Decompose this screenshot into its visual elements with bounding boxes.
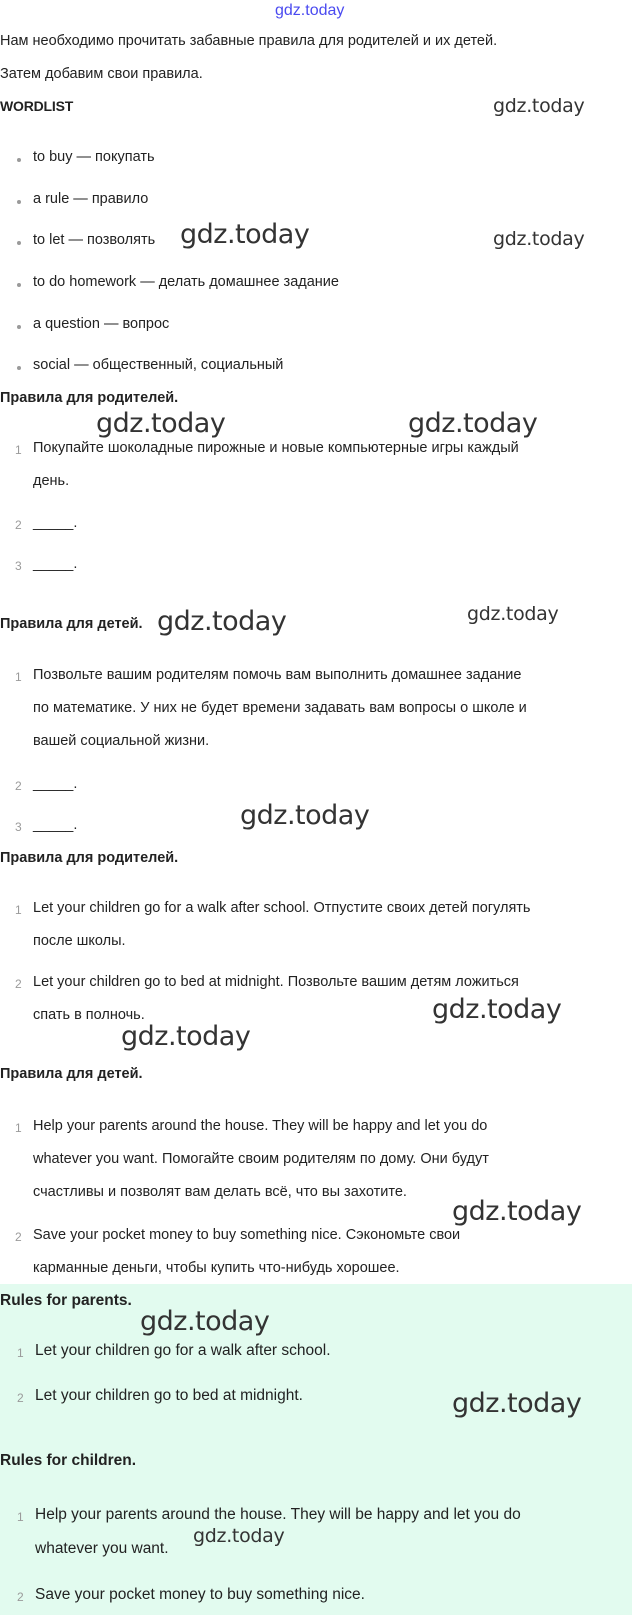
list-item: Save your pocket money to buy something nice. Сэкономьте свои	[33, 1227, 461, 1243]
list-item: _____.	[33, 776, 78, 792]
list-item: Let your children go to bed at midnight.	[35, 1387, 303, 1404]
bullet-icon	[17, 158, 21, 162]
bullet-icon	[17, 200, 21, 204]
list-item-cont: вашей социальной жизни.	[33, 733, 210, 749]
list-item: Let your children go for a walk after school.	[35, 1342, 331, 1359]
watermark: gdz.today	[432, 994, 562, 1025]
bullet-icon	[17, 366, 21, 370]
section-heading-children-mixed: Правила для детей.	[0, 1066, 143, 1082]
item-number: 2	[15, 779, 22, 793]
wordlist-item: to let — позволять	[33, 232, 156, 248]
item-number: 1	[17, 1346, 24, 1360]
watermark: gdz.today	[493, 228, 585, 250]
header-watermark: gdz.today	[275, 2, 345, 19]
section-heading-parents-mixed: Правила для родителей.	[0, 850, 179, 866]
wordlist-item: a question — вопрос	[33, 316, 170, 332]
watermark: gdz.today	[140, 1306, 270, 1337]
answer-parents-heading: Rules for parents.	[0, 1292, 132, 1309]
watermark: gdz.today	[452, 1196, 582, 1227]
list-item-cont: whatever you want. Помогайте своим родителям по дому. Они будут	[33, 1151, 489, 1167]
list-item: Save your pocket money to buy something nice.	[35, 1586, 365, 1603]
watermark: gdz.today	[408, 408, 538, 439]
item-number: 2	[15, 1230, 22, 1244]
bullet-icon	[17, 283, 21, 287]
list-item: _____.	[33, 515, 78, 531]
list-item: Help your parents around the house. They will be happy and let you do	[35, 1506, 521, 1523]
wordlist-item: a rule — правило	[33, 191, 149, 207]
section-heading-children-ru: Правила для детей.	[0, 616, 143, 632]
list-item: Help your parents around the house. They will be happy and let you do	[33, 1118, 488, 1134]
item-number: 3	[15, 820, 22, 834]
item-number: 1	[15, 443, 22, 457]
answer-block	[0, 1284, 632, 1615]
item-number: 3	[15, 559, 22, 573]
answer-children-heading: Rules for children.	[0, 1452, 137, 1469]
watermark: gdz.today	[493, 95, 585, 117]
list-item: Покупайте шоколадные пирожные и новые компьютерные игры каждый	[33, 440, 519, 456]
watermark: gdz.today	[193, 1525, 285, 1547]
section-heading-parents-ru: Правила для родителей.	[0, 390, 179, 406]
item-number: 2	[17, 1590, 24, 1604]
watermark: gdz.today	[180, 219, 310, 250]
item-number: 2	[15, 977, 22, 991]
watermark: gdz.today	[157, 606, 287, 637]
list-item-cont: спать в полночь.	[33, 1007, 145, 1023]
intro-line-1: Нам необходимо прочитать забавные правила для родителей и их детей.	[0, 33, 498, 49]
item-number: 1	[15, 903, 22, 917]
list-item-cont: по математике. У них не будет времени задавать вам вопросы о школе и	[33, 700, 527, 716]
list-item-cont: счастливы и позволят вам делать всё, что вы захотите.	[33, 1184, 407, 1200]
bullet-icon	[17, 325, 21, 329]
wordlist-item: social — общественный, социальный	[33, 357, 284, 373]
watermark: gdz.today	[96, 408, 226, 439]
wordlist-item: to do homework — делать домашнее задание	[33, 274, 339, 290]
item-number: 2	[17, 1391, 24, 1405]
list-item-cont: после школы.	[33, 933, 126, 949]
bullet-icon	[17, 241, 21, 245]
intro-line-2: Затем добавим свои правила.	[0, 66, 203, 82]
watermark: gdz.today	[452, 1388, 582, 1419]
list-item: Позвольте вашим родителям помочь вам выполнить домашнее задание	[33, 667, 522, 683]
wordlist-heading: WORDLIST	[0, 98, 74, 114]
list-item-cont: день.	[33, 473, 70, 489]
list-item: _____.	[33, 817, 78, 833]
item-number: 1	[17, 1510, 24, 1524]
list-item: Let your children go to bed at midnight. Позвольте вашим детям ложиться	[33, 974, 519, 990]
item-number: 1	[15, 1121, 22, 1135]
list-item-cont: карманные деньги, чтобы купить что-нибудь хорошее.	[33, 1260, 400, 1276]
watermark: gdz.today	[121, 1021, 251, 1052]
list-item: _____.	[33, 556, 78, 572]
watermark: gdz.today	[467, 603, 559, 625]
list-item: Let your children go for a walk after school. Отпустите своих детей погулять	[33, 900, 531, 916]
wordlist-item: to buy — покупать	[33, 149, 155, 165]
item-number: 2	[15, 518, 22, 532]
watermark: gdz.today	[240, 800, 370, 831]
list-item-cont: whatever you want.	[35, 1540, 169, 1557]
item-number: 1	[15, 670, 22, 684]
